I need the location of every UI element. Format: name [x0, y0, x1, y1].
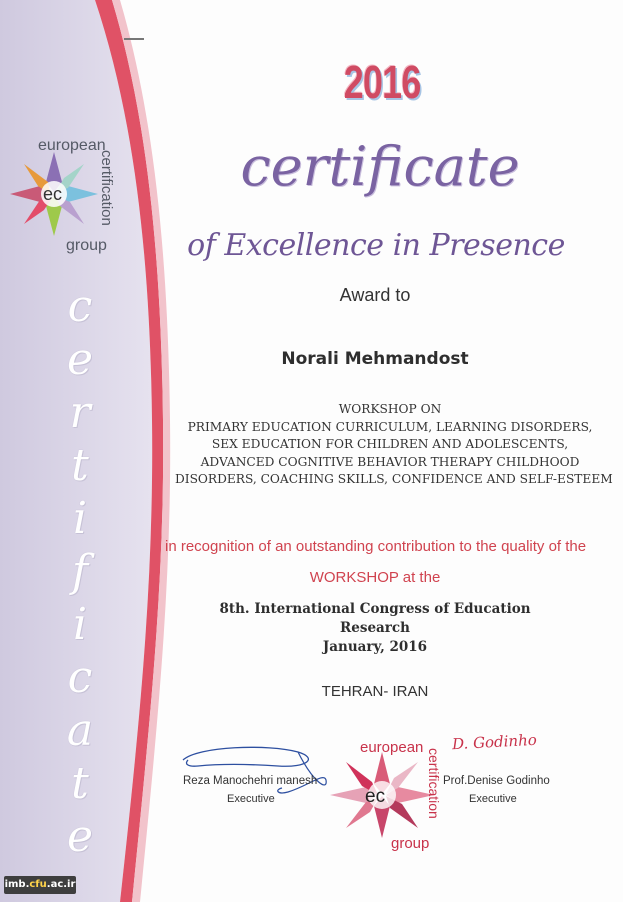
vertical-certificate-word [60, 280, 100, 863]
vertical-word-letter: a [66, 705, 94, 756]
vertical-word-letter: c [67, 652, 93, 703]
certificate-subtitle: of Excellence in Presence [187, 228, 565, 263]
site-watermark-badge: imb.cfu.ac.ir [4, 876, 76, 894]
congress-name: 8th. International Congress of Education Research [219, 601, 531, 636]
recognition-workshop-line: WORKSHOP at the [309, 569, 441, 586]
vertical-word-letter: i [72, 493, 88, 544]
seal-mark: ec [365, 786, 386, 807]
recipient-name: Norali Mehmandost [281, 349, 469, 369]
workshop-line: DISORDERS, COACHING SKILLS, CONFIDENCE AND SELF-ESTEEM [175, 472, 613, 486]
congress-date: January, 2016 [322, 639, 428, 655]
event-location: TEHRAN- IRAN [321, 683, 429, 700]
right-signatory-role: Executive [469, 793, 517, 805]
certificate-year: 2016 [343, 56, 421, 108]
logo-european-top: european [38, 137, 106, 154]
left-signatory-name: Reza Manochehri manesh [183, 775, 318, 787]
vertical-word-letter: c [67, 281, 93, 332]
award-to-label: Award to [339, 285, 411, 305]
certificate-title: certificate [240, 135, 520, 198]
left-signatory-role: Executive [227, 793, 275, 805]
decorative-band [0, 0, 200, 902]
seal-certification: certification [426, 748, 442, 819]
vertical-word-letter: t [71, 440, 89, 491]
vertical-word-letter: t [71, 758, 89, 809]
vertical-word-letter: e [66, 811, 94, 862]
vertical-word-letter: e [66, 334, 94, 385]
workshop-line: ADVANCED COGNITIVE BEHAVIOR THERAPY CHILDHOOD [200, 454, 580, 469]
workshop-line: WORKSHOP ON [338, 402, 442, 416]
seal-european: european [360, 739, 424, 756]
workshop-description [175, 401, 613, 489]
vertical-word-letter: r [69, 387, 91, 438]
logo-mark-top: ec [43, 184, 63, 204]
vertical-word-letter: f [71, 546, 89, 597]
right-signature-scribble: D. Godinho [451, 730, 538, 754]
logo-certification-top: certification [98, 150, 115, 226]
right-signatory-name: Prof.Denise Godinho [443, 775, 550, 787]
vertical-word-letter: i [72, 599, 88, 650]
workshop-line: PRIMARY EDUCATION CURRICULUM, LEARNING DISORDERS, [187, 419, 593, 434]
workshop-line: SEX EDUCATION FOR CHILDREN AND ADOLESCENTS, [211, 437, 569, 451]
scan-mark [124, 38, 144, 40]
seal-group: group [391, 835, 430, 852]
logo-group-top: group [66, 237, 107, 254]
recognition-line: in recognition of an outstanding contribution to the quality of the [165, 538, 587, 555]
congress-info [185, 600, 565, 657]
